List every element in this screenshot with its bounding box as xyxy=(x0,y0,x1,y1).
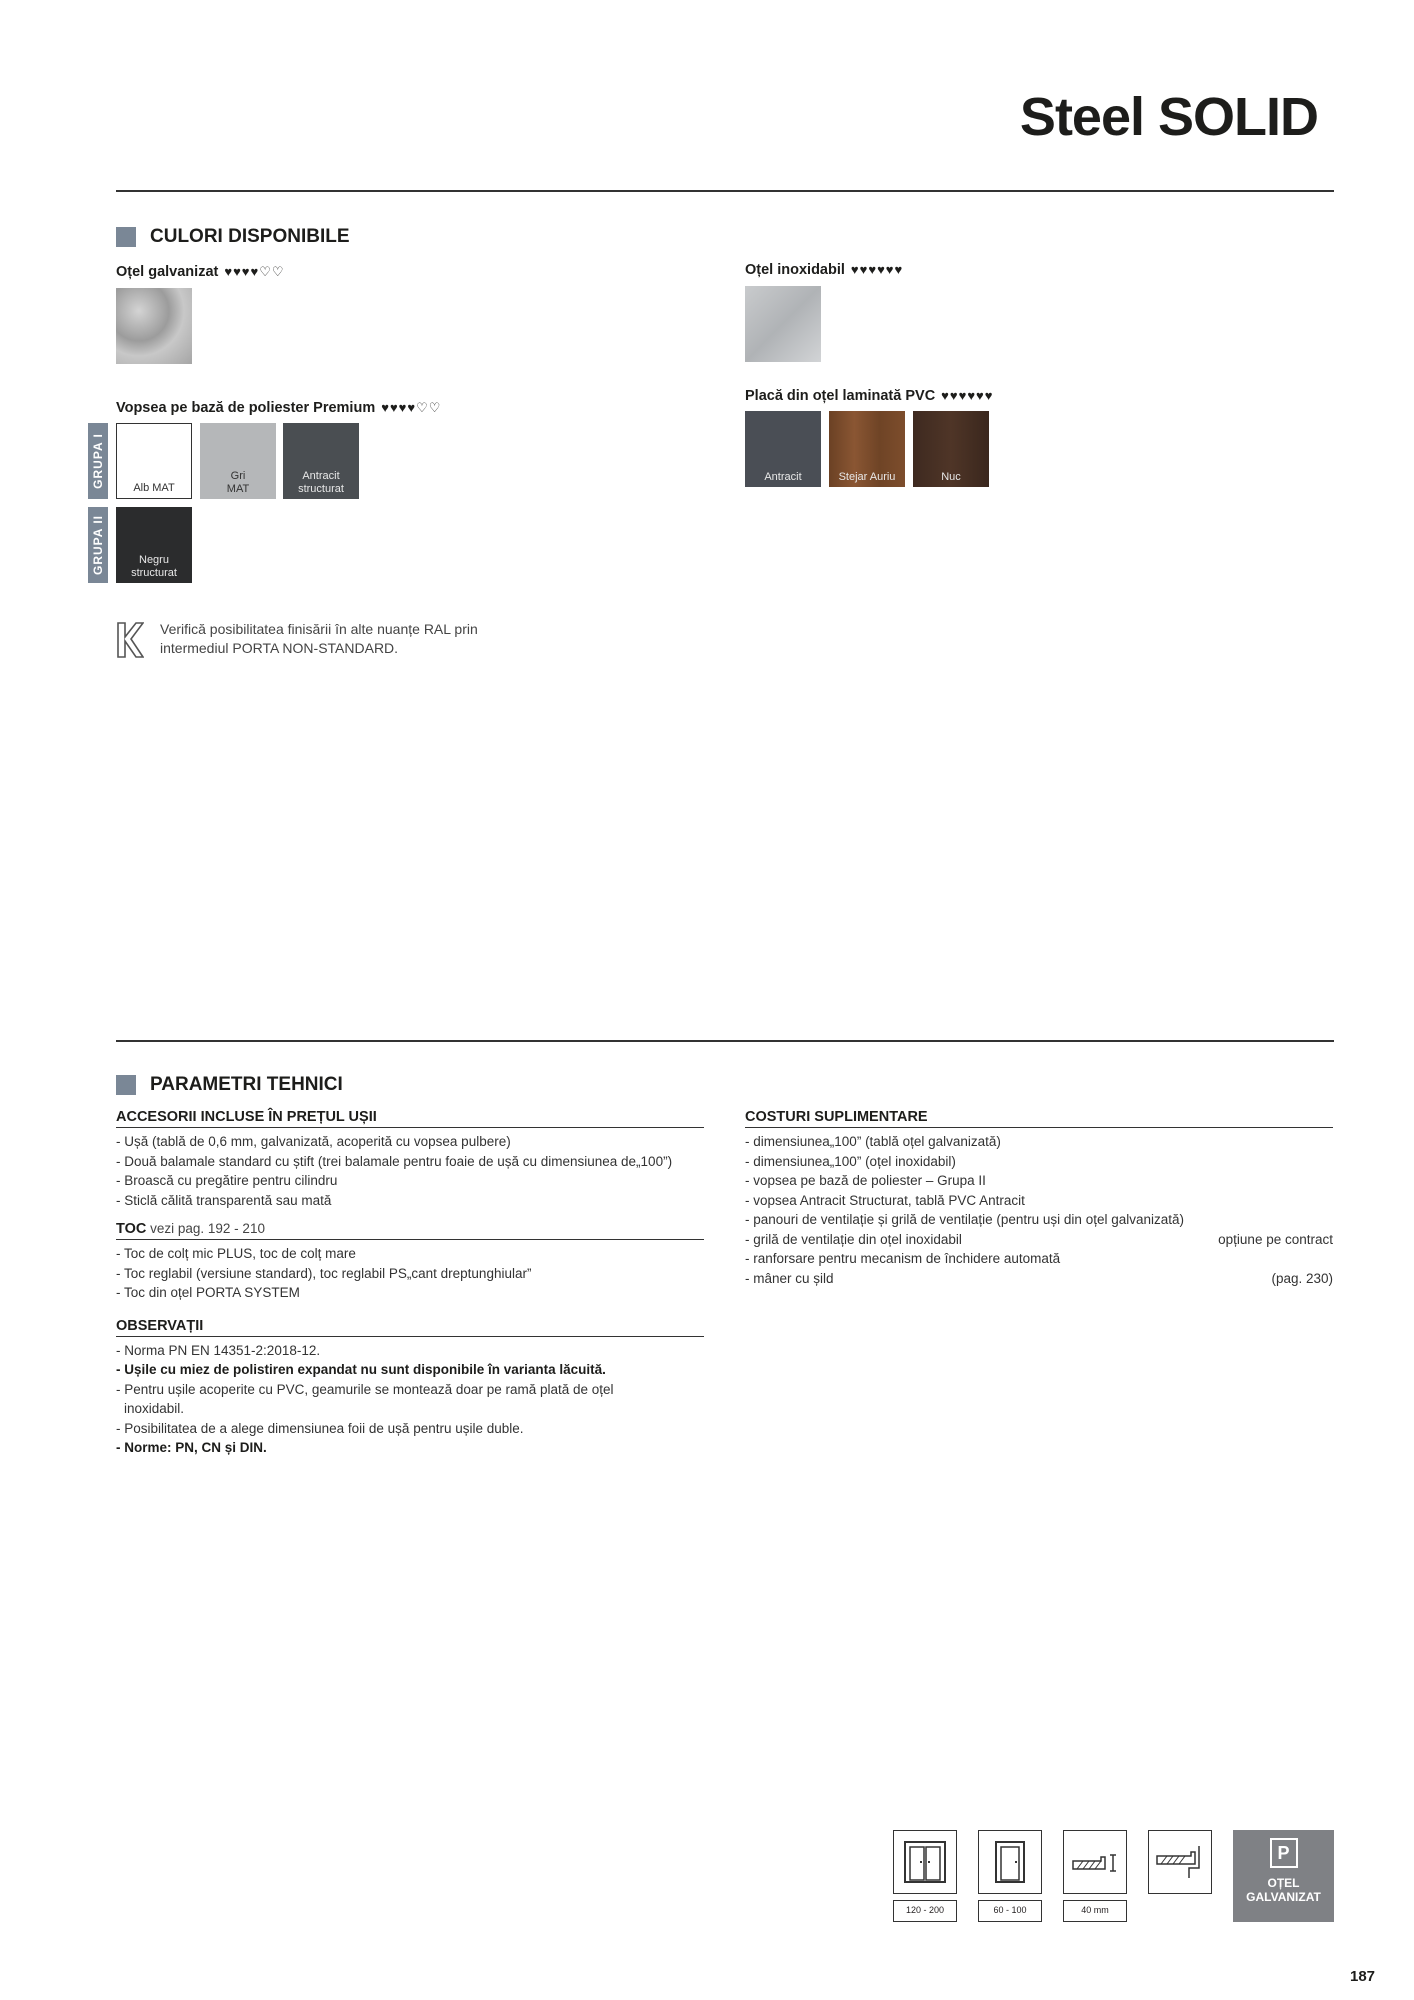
group2-label: GRUPA II xyxy=(88,507,108,583)
toc-ref: vezi pag. 192 - 210 xyxy=(150,1221,265,1236)
group1-label: GRUPA I xyxy=(88,423,108,499)
extra-costs-heading: COSTURI SUPLIMENTARE xyxy=(745,1109,1333,1128)
list-item: - Posibilitatea de a alege dimensiunea foii de ușă pentru ușile duble. xyxy=(116,1420,524,1436)
list-item: - vopsea Antracit Structurat, tablă PVC Antracit xyxy=(745,1192,1025,1208)
stainless-swatch[interactable] xyxy=(745,286,821,362)
galvanized-swatch[interactable] xyxy=(116,288,192,364)
right-column xyxy=(745,1109,1333,1288)
list-item: - Toc de colț mic PLUS, toc de colț mare xyxy=(116,1246,356,1261)
list-item: - Toc reglabil (versiune standard), toc reglabil PS„cant dreptunghiular” xyxy=(116,1265,532,1281)
observations-list xyxy=(116,1341,704,1458)
included-heading: ACCESORII INCLUSE ÎN PREȚUL UȘII xyxy=(116,1109,704,1128)
params-section-title: PARAMETRI TEHNICI xyxy=(150,1074,343,1095)
double-door-icon xyxy=(893,1830,957,1894)
single-door-icon xyxy=(978,1830,1042,1894)
frame-profile-icon xyxy=(1148,1830,1212,1894)
section-square-icon xyxy=(116,1075,136,1095)
list-item: - grilă de ventilație din oțel inoxidabil opțiune pe contract xyxy=(745,1231,1333,1247)
page-title: Steel SOLID xyxy=(1019,87,1318,147)
left-column xyxy=(116,1109,704,1458)
pvc-label: Placă din oțel laminată PVC ♥♥♥♥♥♥ xyxy=(745,388,994,404)
swatch-alb-mat[interactable]: Alb MAT xyxy=(116,423,192,499)
list-item: - vopsea pe bază de poliester – Grupa II xyxy=(745,1173,986,1188)
ral-note: Verifică posibilitatea finisării în alte nuanțe RAL prin intermediul PORTA NON-STANDARD. xyxy=(160,621,478,656)
colors-section-heading xyxy=(116,226,350,248)
included-list xyxy=(116,1132,704,1210)
swatch-pvc-nuc[interactable]: Nuc xyxy=(913,411,989,487)
p-badge-icon: P xyxy=(1270,1838,1298,1868)
profile-feature xyxy=(1148,1830,1212,1894)
double-door-feature xyxy=(893,1830,957,1922)
swatch-negru-structurat[interactable]: Negru structurat xyxy=(116,507,192,583)
swatch-pvc-stejar-auriu[interactable]: Stejar Auriu xyxy=(829,411,905,487)
extra-costs-list xyxy=(745,1132,1333,1288)
mid-divider xyxy=(116,1040,1334,1042)
single-door-feature xyxy=(978,1830,1042,1922)
rating-hearts-icon: ♥♥♥♥♡♡ xyxy=(224,264,285,279)
section-square-icon xyxy=(116,227,136,247)
swatch-pvc-antracit[interactable]: Antracit xyxy=(745,411,821,487)
toc-heading: TOC vezi pag. 192 - 210 xyxy=(116,1221,704,1240)
list-item: - Toc din oțel PORTA SYSTEM xyxy=(116,1285,300,1300)
list-item: - Ușile cu miez de polistiren expandat nu sunt disponibile în varianta lăcuită. xyxy=(116,1362,606,1377)
colors-section-title: CULORI DISPONIBILE xyxy=(150,226,350,247)
double-door-range: 120 - 200 xyxy=(893,1900,957,1922)
stainless-label: Oțel inoxidabil ♥♥♥♥♥♥ xyxy=(745,262,904,278)
rating-hearts-icon: ♥♥♥♥♥♥ xyxy=(941,388,994,403)
galvanized-steel-badge xyxy=(1233,1830,1334,1922)
thickness-icon xyxy=(1063,1830,1127,1894)
list-item: inoxidabil. xyxy=(124,1401,185,1416)
thickness-feature xyxy=(1063,1830,1127,1922)
list-item: - Sticlă călită transparentă sau mată xyxy=(116,1192,332,1208)
list-item: - Ușă (tablă de 0,6 mm, galvanizată, acoperită cu vopsea pulbere) xyxy=(116,1134,511,1149)
rating-hearts-icon: ♥♥♥♥♡♡ xyxy=(381,400,442,415)
list-item: - Pentru ușile acoperite cu PVC, geamurile se montează doar pe ramă plată de oțel xyxy=(116,1381,614,1397)
list-item: - Norme: PN, CN și DIN. xyxy=(116,1440,267,1455)
swatch-gri-mat[interactable]: Gri MAT xyxy=(200,423,276,499)
list-item: - panouri de ventilație și grilă de ventilație (pentru uși din oțel galvanizată) xyxy=(745,1212,1185,1227)
rating-hearts-icon: ♥♥♥♥♥♥ xyxy=(850,262,904,277)
badge-text: OȚEL GALVANIZAT xyxy=(1246,1876,1321,1904)
swatch-antracit-structurat[interactable]: Antracit structurat xyxy=(283,423,359,499)
list-item: - Norma PN EN 14351-2:2018-12. xyxy=(116,1342,321,1358)
params-section-heading xyxy=(116,1074,343,1096)
k-logo-icon xyxy=(116,621,144,659)
toc-list xyxy=(116,1244,704,1303)
thickness-value: 40 mm xyxy=(1063,1900,1127,1922)
galvanized-label: Oțel galvanizat ♥♥♥♥♡♡ xyxy=(116,264,285,280)
list-item: - Broască cu pregătire pentru cilindru xyxy=(116,1173,338,1188)
list-item: - Două balamale standard cu știft (trei balamale pentru foaie de ușă cu dimensiunea de„100”) xyxy=(116,1153,673,1169)
list-item: - ranforsare pentru mecanism de închidere automată xyxy=(745,1251,1061,1266)
polyester-label: Vopsea pe bază de poliester Premium ♥♥♥♥♡♡ xyxy=(116,400,442,416)
list-item: - mâner cu șild (pag. 230) xyxy=(745,1270,1333,1286)
list-item: - dimensiunea„100” (tablă oțel galvanizată) xyxy=(745,1134,1001,1149)
page-number: 187 xyxy=(1350,1968,1376,1985)
observations-heading: OBSERVAȚII xyxy=(116,1318,704,1337)
list-item: - dimensiunea„100” (oțel inoxidabil) xyxy=(745,1153,956,1169)
top-divider xyxy=(116,190,1334,192)
single-door-range: 60 - 100 xyxy=(978,1900,1042,1922)
